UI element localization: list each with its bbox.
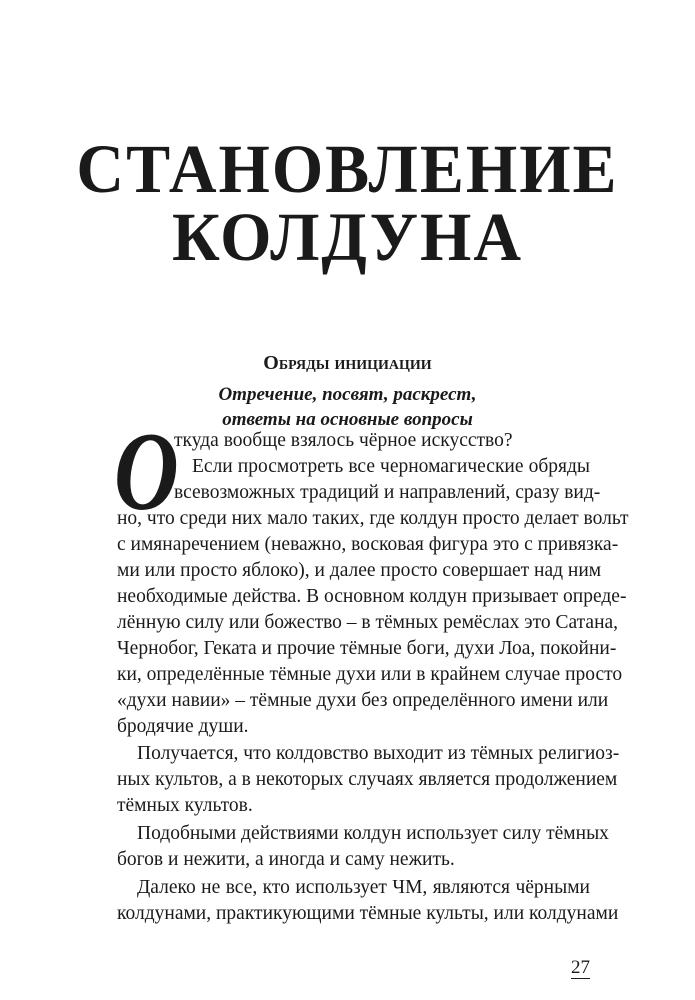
page-number: 27 [571, 957, 590, 978]
chapter-title-line-1: СТАНОВЛЕНИЕ [76, 131, 619, 208]
subheading-line-2: ответы на основные вопросы [222, 409, 473, 430]
body-line: Если просмотреть все черномагические обряды [192, 456, 590, 477]
body-line: необходимые действа. В основном колдун призывает опреде- [117, 586, 627, 607]
drop-cap: О [114, 410, 179, 534]
body-line: Получается, что колдовство выходит из тёмных религиоз- [137, 743, 620, 764]
body-line: «духи навии» – тёмные духи без определённого имени или [117, 690, 609, 711]
subheading-line-1: Отречение, посвят, раскрест, [218, 384, 477, 405]
body-line: Подобными действиями колдун использует силу тёмных [137, 823, 609, 844]
body-line: Чернобог, Геката и прочие тёмные боги, духи Лоа, покойни- [117, 638, 617, 659]
body-line: всевозможных традиций и направлений, сразу вид- [174, 482, 601, 503]
section-heading: Обряды инициации [263, 352, 432, 374]
body-line: ных культов, а в некоторых случаях является продолжением [117, 769, 618, 790]
body-line: ки, определённые тёмные духи или в крайнем случае просто [117, 664, 623, 685]
body-line: лённую силу или божество – в тёмных ремёслах это Сатана, [117, 612, 619, 633]
body-line: тёмных культов. [117, 795, 253, 816]
body-line: богов и нежити, а иногда и саму нежить. [117, 849, 455, 870]
body-line: но, что среди них мало таких, где колдун просто делает вольт [117, 508, 629, 529]
body-line: Далеко не все, кто использует ЧМ, являются чёрными [137, 877, 590, 898]
body-line: ткуда вообще взялось чёрное искусство? [174, 430, 513, 451]
body-line: с имянаречением (неважно, восковая фигура это с привязка- [117, 534, 619, 555]
body-line: бродячие души. [117, 716, 249, 737]
chapter-title-line-2: КОЛДУНА [171, 199, 524, 276]
body-line: ми или просто яблоко), и далее просто совершает над ним [117, 560, 602, 581]
body-line: колдунами, практикующими тёмные культы, или колдунами [117, 903, 619, 924]
